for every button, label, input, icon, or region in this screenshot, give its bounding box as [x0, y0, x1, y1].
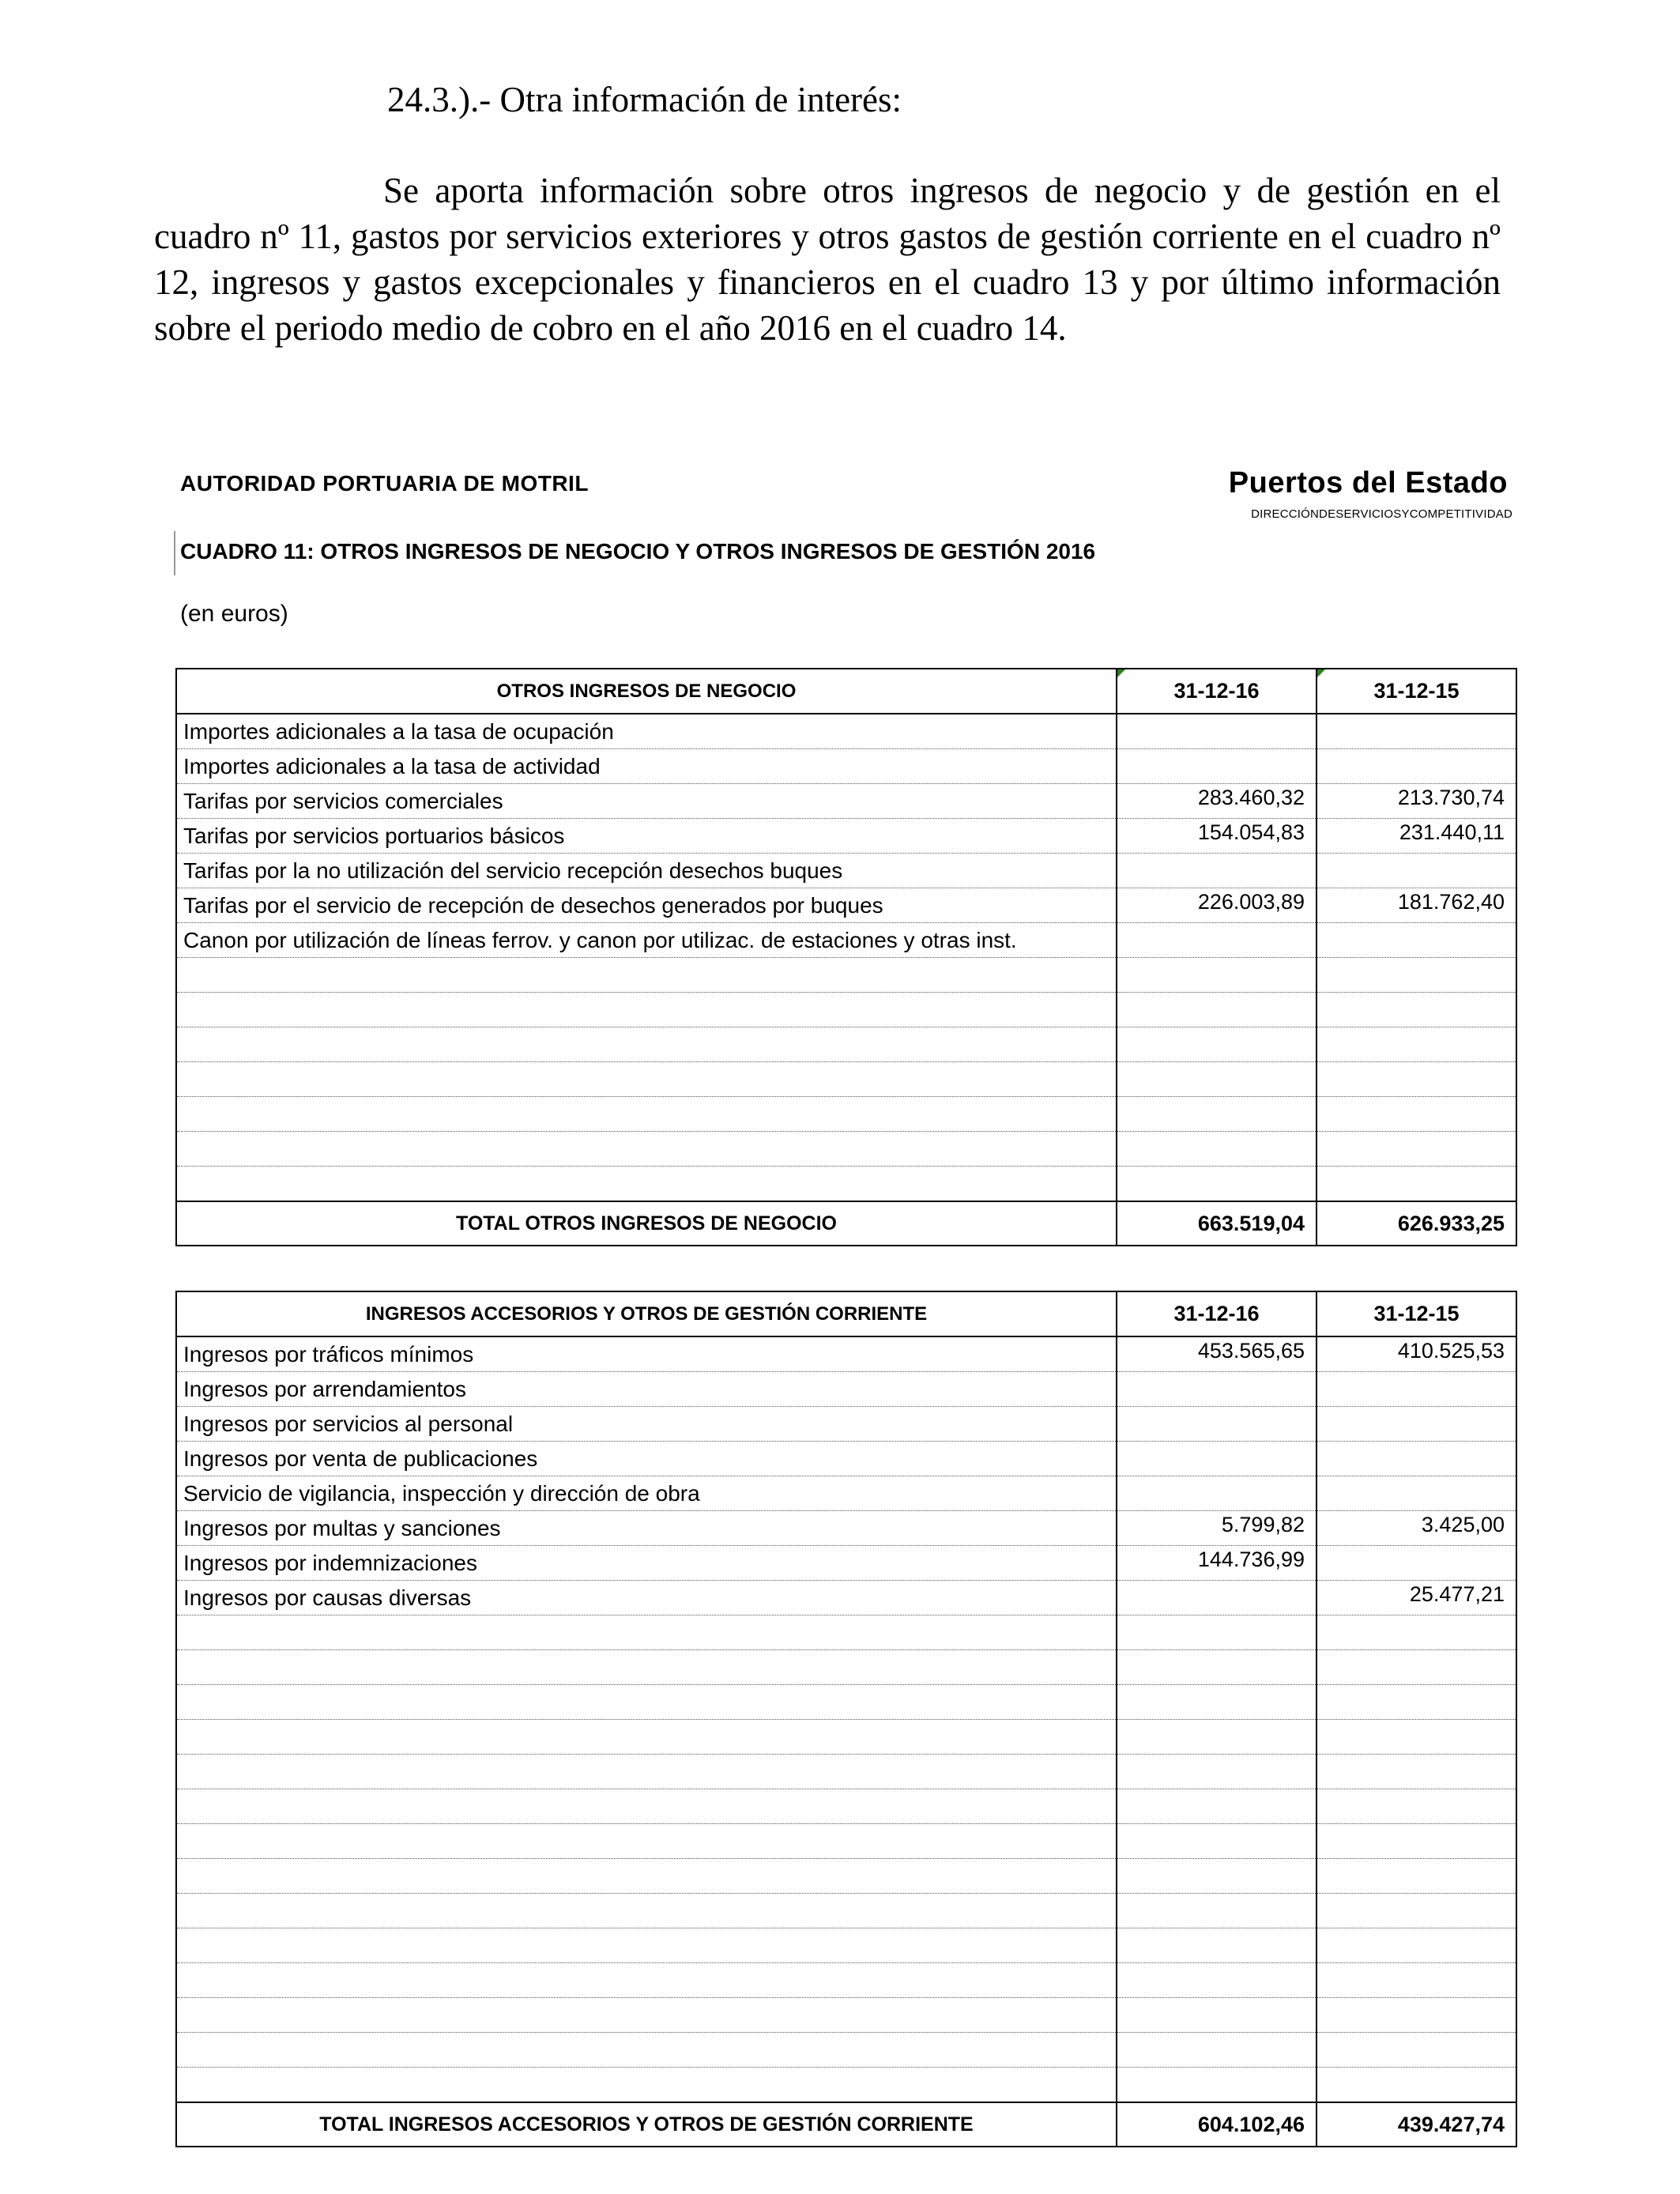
- table-row: [176, 1859, 1516, 1894]
- table-row: [176, 1132, 1516, 1167]
- value-2016: [1117, 1615, 1317, 1650]
- value-2015: 410.525,53: [1317, 1336, 1516, 1372]
- row-label: Tarifas por servicios portuarios básicos: [176, 819, 1117, 854]
- value-2016: [1117, 1755, 1317, 1789]
- value-2016: [1117, 1132, 1317, 1167]
- table-row: [176, 1894, 1516, 1928]
- row-label: [176, 1894, 1117, 1928]
- table-row: [176, 1998, 1516, 2033]
- value-2015: [1317, 1476, 1516, 1511]
- row-label: [176, 993, 1117, 1027]
- value-2015: [1317, 1615, 1516, 1650]
- table-row: [176, 1062, 1516, 1097]
- table-row: [176, 714, 1516, 749]
- comment-marker-icon: [1117, 669, 1125, 677]
- row-label: [176, 1789, 1117, 1824]
- value-2016: [1117, 958, 1317, 993]
- row-label: [176, 1824, 1117, 1859]
- row-label: Ingresos por tráficos mínimos: [176, 1336, 1117, 1372]
- row-label: [176, 2033, 1117, 2068]
- column-header-2015-label: 31-12-15: [1373, 679, 1460, 703]
- table-row: [176, 784, 1516, 819]
- total-label: TOTAL OTROS INGRESOS DE NEGOCIO: [176, 1201, 1117, 1246]
- row-label: Ingresos por indemnizaciones: [176, 1546, 1117, 1581]
- row-label: Ingresos por multas y sanciones: [176, 1511, 1117, 1546]
- comment-marker-icon: [1317, 669, 1325, 677]
- row-label: Tarifas por la no utilización del servicio recepción desechos buques: [176, 854, 1117, 888]
- total-row: [176, 2102, 1516, 2147]
- value-2016: [1117, 993, 1317, 1027]
- value-2016: [1117, 1789, 1317, 1824]
- value-2015: [1317, 749, 1516, 784]
- value-2016: [1117, 1062, 1317, 1097]
- value-2015: [1317, 1928, 1516, 1963]
- table-row: [176, 1581, 1516, 1615]
- table-row: [176, 1372, 1516, 1407]
- value-2016: 154.054,83: [1117, 819, 1317, 854]
- value-2015: [1317, 1720, 1516, 1755]
- value-2016: [1117, 1824, 1317, 1859]
- row-label: [176, 1097, 1117, 1132]
- section-heading: 24.3.).- Otra información de interés:: [387, 80, 902, 119]
- table-row: [176, 854, 1516, 888]
- row-label: Importes adicionales a la tasa de ocupación: [176, 714, 1117, 749]
- row-label: Importes adicionales a la tasa de actividad: [176, 749, 1117, 784]
- row-label: Tarifas por el servicio de recepción de desechos generados por buques: [176, 888, 1117, 923]
- value-2015: 213.730,74: [1317, 784, 1516, 819]
- row-label: [176, 1062, 1117, 1097]
- table-row: [176, 1963, 1516, 1998]
- value-2016: [1117, 1442, 1317, 1476]
- row-label: [176, 958, 1117, 993]
- table-row: [176, 958, 1516, 993]
- row-label: [176, 2068, 1117, 2103]
- value-2016: [1117, 1894, 1317, 1928]
- value-2015: [1317, 1062, 1516, 1097]
- units-note: (en euros): [180, 601, 288, 627]
- value-2016: 226.003,89: [1117, 888, 1317, 923]
- row-label: [176, 1859, 1117, 1894]
- value-2015: [1317, 1097, 1516, 1132]
- table-row: [176, 1511, 1516, 1546]
- value-2016: [1117, 1372, 1317, 1407]
- value-2015: [1317, 1859, 1516, 1894]
- value-2015: [1317, 1407, 1516, 1442]
- intro-paragraph: [154, 168, 1501, 351]
- column-header-2016: 31-12-16: [1117, 1291, 1317, 1336]
- table-row: [176, 1167, 1516, 1202]
- intro-text: Se aporta información sobre otros ingresos de negocio y de gestión en el cuadro nº 11, gastos por servicios exteriores y otros gastos de gestión corriente en el cuadro nº 12, ingresos y gastos excepcionales y financieros en el cuadro 13 y por último información sobre el periodo medio de cobro en el año 2016 en el cuadro 14.: [154, 171, 1501, 348]
- value-2016: [1117, 1650, 1317, 1685]
- column-header-2015: 31-12-15: [1317, 1291, 1516, 1336]
- total-2015: 439.427,74: [1317, 2102, 1516, 2147]
- row-label: [176, 1963, 1117, 1998]
- value-2015: 231.440,11: [1317, 819, 1516, 854]
- value-2016: [1117, 1097, 1317, 1132]
- value-2016: [1117, 714, 1317, 749]
- value-2016: [1117, 1928, 1317, 1963]
- table-row: [176, 1546, 1516, 1581]
- value-2015: [1317, 1027, 1516, 1062]
- value-2015: [1317, 1789, 1516, 1824]
- table-row: [176, 1615, 1516, 1650]
- value-2016: [1117, 1720, 1317, 1755]
- row-label: [176, 1998, 1117, 2033]
- ingresos-accesorios-table: [175, 1291, 1517, 2147]
- total-row: [176, 1201, 1516, 1246]
- total-2015: 626.933,25: [1317, 1201, 1516, 1246]
- value-2015: [1317, 1546, 1516, 1581]
- brand-logo-name: Puertos del Estado: [1228, 466, 1508, 499]
- column-header-concept: OTROS INGRESOS DE NEGOCIO: [176, 669, 1117, 714]
- value-2016: [1117, 1998, 1317, 2033]
- value-2016: [1117, 1027, 1317, 1062]
- title-margin-mark: [174, 531, 175, 575]
- table-header-row: [176, 669, 1516, 714]
- table-row: [176, 1027, 1516, 1062]
- table-row: [176, 1824, 1516, 1859]
- value-2015: 3.425,00: [1317, 1511, 1516, 1546]
- row-label: Ingresos por venta de publicaciones: [176, 1442, 1117, 1476]
- value-2015: 25.477,21: [1317, 1581, 1516, 1615]
- column-header-2016-label: 31-12-16: [1173, 679, 1260, 703]
- row-label: Tarifas por servicios comerciales: [176, 784, 1117, 819]
- value-2015: [1317, 1372, 1516, 1407]
- value-2015: [1317, 2033, 1516, 2068]
- value-2016: [1117, 1685, 1317, 1720]
- value-2015: [1317, 714, 1516, 749]
- value-2015: [1317, 1824, 1516, 1859]
- value-2015: [1317, 1998, 1516, 2033]
- value-2016: 453.565,65: [1117, 1336, 1317, 1372]
- value-2015: [1317, 1685, 1516, 1720]
- column-header-2015: [1317, 669, 1516, 714]
- value-2016: [1117, 749, 1317, 784]
- value-2016: [1117, 1167, 1317, 1202]
- column-header-2016: [1117, 669, 1317, 714]
- value-2015: [1317, 923, 1516, 958]
- table-row: [176, 1650, 1516, 1685]
- table-header-row: [176, 1291, 1516, 1336]
- row-label: Ingresos por servicios al personal: [176, 1407, 1117, 1442]
- row-label: Ingresos por arrendamientos: [176, 1372, 1117, 1407]
- value-2016: [1117, 2068, 1317, 2103]
- row-label: Ingresos por causas diversas: [176, 1581, 1117, 1615]
- value-2015: 181.762,40: [1317, 888, 1516, 923]
- table-row: [176, 1097, 1516, 1132]
- value-2015: [1317, 854, 1516, 888]
- row-label: [176, 1132, 1117, 1167]
- value-2015: [1317, 993, 1516, 1027]
- table-row: [176, 2068, 1516, 2103]
- table-row: [176, 1789, 1516, 1824]
- table-row: [176, 1442, 1516, 1476]
- value-2016: 283.460,32: [1117, 784, 1317, 819]
- row-label: [176, 1650, 1117, 1685]
- row-label: Servicio de vigilancia, inspección y dirección de obra: [176, 1476, 1117, 1511]
- row-label: [176, 1720, 1117, 1755]
- value-2015: [1317, 1963, 1516, 1998]
- table-row: [176, 1336, 1516, 1372]
- row-label: [176, 1615, 1117, 1650]
- table-row: [176, 1685, 1516, 1720]
- value-2015: [1317, 958, 1516, 993]
- row-label: [176, 1928, 1117, 1963]
- value-2016: 5.799,82: [1117, 1511, 1317, 1546]
- row-label: [176, 1685, 1117, 1720]
- value-2015: [1317, 1442, 1516, 1476]
- row-label: [176, 1167, 1117, 1202]
- total-2016: 663.519,04: [1117, 1201, 1317, 1246]
- value-2015: [1317, 1167, 1516, 1202]
- value-2016: [1117, 854, 1317, 888]
- row-label: Canon por utilización de líneas ferrov. y canon por utilizac. de estaciones y otras inst.: [176, 923, 1117, 958]
- value-2015: [1317, 1894, 1516, 1928]
- value-2016: [1117, 1407, 1317, 1442]
- value-2016: [1117, 2033, 1317, 2068]
- table-row: [176, 888, 1516, 923]
- table-row: [176, 1928, 1516, 1963]
- table-row: [176, 1755, 1516, 1789]
- row-label: [176, 1755, 1117, 1789]
- value-2015: [1317, 1650, 1516, 1685]
- table-row: [176, 993, 1516, 1027]
- value-2016: [1117, 1581, 1317, 1615]
- table-row: [176, 749, 1516, 784]
- value-2016: [1117, 1859, 1317, 1894]
- otros-ingresos-negocio-table: [175, 668, 1517, 1246]
- table-row: [176, 1720, 1516, 1755]
- value-2015: [1317, 1755, 1516, 1789]
- value-2016: [1117, 1963, 1317, 1998]
- row-label: [176, 1027, 1117, 1062]
- table-row: [176, 1407, 1516, 1442]
- value-2015: [1317, 2068, 1516, 2103]
- table-row: [176, 819, 1516, 854]
- cuadro-title: CUADRO 11: OTROS INGRESOS DE NEGOCIO Y OTROS INGRESOS DE GESTIÓN 2016: [180, 539, 1096, 564]
- brand-logo-subtitle: DIRECCIÓNDESERVICIOSYCOMPETITIVIDAD: [1251, 507, 1512, 521]
- authority-name: AUTORIDAD PORTUARIA DE MOTRIL: [180, 471, 589, 496]
- table-row: [176, 2033, 1516, 2068]
- value-2016: [1117, 923, 1317, 958]
- value-2015: [1317, 1132, 1516, 1167]
- value-2016: 144.736,99: [1117, 1546, 1317, 1581]
- table-row: [176, 1476, 1516, 1511]
- total-2016: 604.102,46: [1117, 2102, 1317, 2147]
- value-2016: [1117, 1476, 1317, 1511]
- total-label: TOTAL INGRESOS ACCESORIOS Y OTROS DE GESTIÓN CORRIENTE: [176, 2102, 1117, 2147]
- column-header-concept: INGRESOS ACCESORIOS Y OTROS DE GESTIÓN CORRIENTE: [176, 1291, 1117, 1336]
- table-row: [176, 923, 1516, 958]
